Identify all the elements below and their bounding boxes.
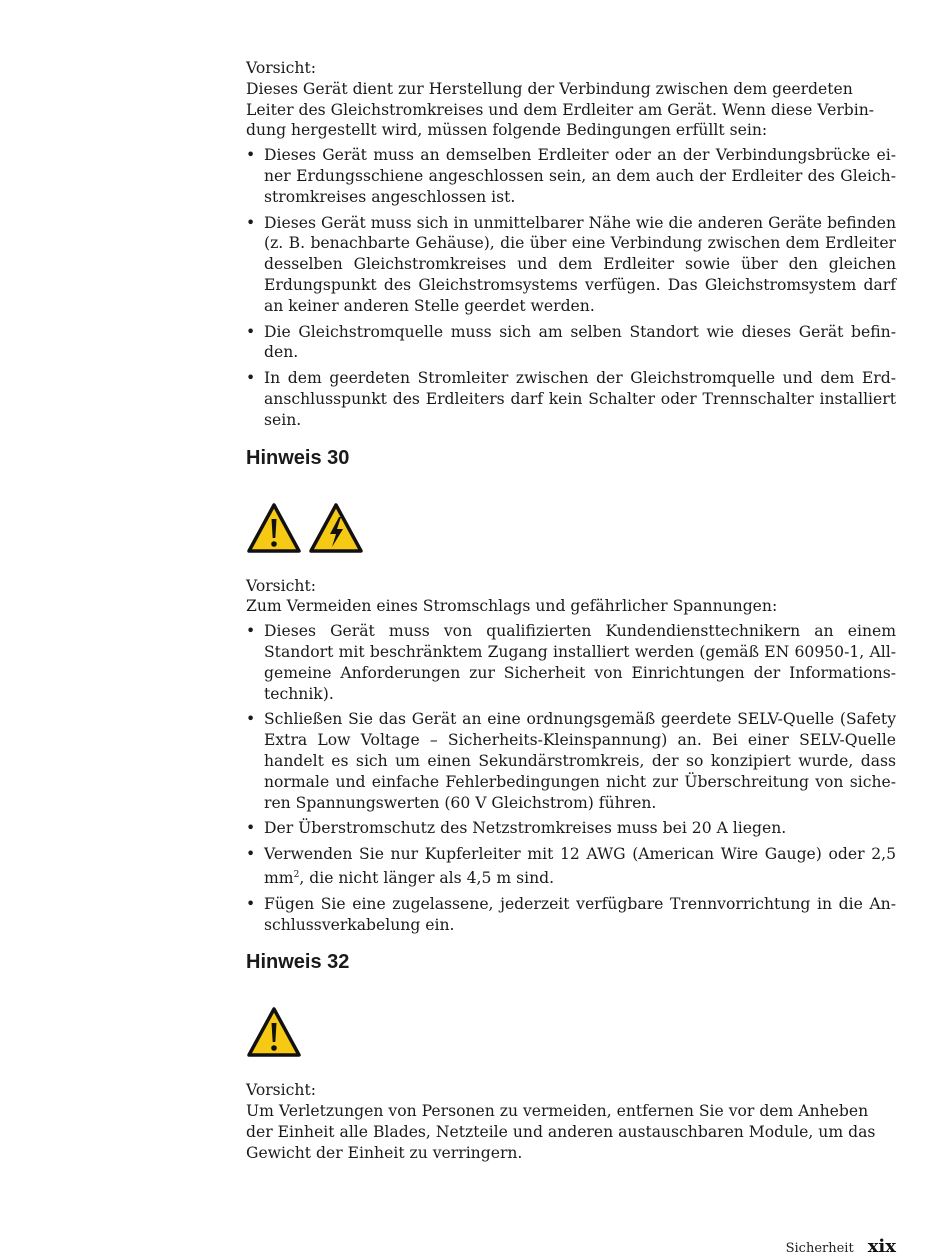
list-item-text: Verwenden Sie nur Kupferleiter mit 12 AWG (American Wire Gauge) oder 2,5 mm: [264, 845, 896, 888]
electrical-hazard-icon: [308, 502, 364, 554]
footer-section-title: Sicherheit: [785, 1241, 854, 1256]
list-item: • Dieses Gerät muss sich in unmittelbarer Nähe wie die anderen Geräte befinden (z. B. benachbarte Gehäuse), die über eine Verbindung zwischen dem Erdleiter desselben Gleichstromkreises und dem Erdleiter sowie über den gleichen Erdungspunkt des Gleichstromsystems verfügen. Das Gleichstromsystem darf an keiner anderen Stelle geerdet werden.: [246, 213, 896, 317]
warning-triangle-icon: [246, 502, 302, 554]
page-number: xix: [867, 1236, 896, 1257]
hazard-icons-30: [246, 494, 896, 554]
caution-label: Vorsicht:: [246, 1081, 316, 1100]
superscript: 2: [293, 869, 300, 880]
caution-text: Um Verletzungen von Personen zu vermeiden, entfernen Sie vor dem Anheben der Einheit alle Blades, Netzteile und anderen austauschbaren Module, um das Gewicht der Einheit zu verringern.: [246, 1102, 876, 1162]
hazard-icons-32: [246, 998, 896, 1058]
section-heading-hinweis-30: Hinweis 30: [246, 446, 350, 469]
caution-intro: Dieses Gerät dient zur Herstellung der Verbindung zwischen dem geerdeten Leiter des Gleichstromkreises und dem Erdleiter am Gerät. Wenn diese Verbindung hergestellt wird, müssen folgende Bedingungen erfüllt sein:: [246, 79, 875, 140]
caution-block-30: [246, 576, 896, 936]
list-item: • Fügen Sie eine zugelassene, jederzeit verfügbare Trennvorrichtung in die Anschlussverkabelung ein.: [246, 894, 896, 936]
page-footer: [786, 1236, 896, 1257]
instruction-list: [246, 621, 896, 935]
caution-block-32: [246, 1080, 896, 1163]
list-item-text: , die nicht länger als 4,5 m sind.: [299, 869, 555, 888]
list-item: • Dieses Gerät muss an demselben Erdleiter oder an der Verbindungsbrücke einer Erdungsschiene angeschlossen sein, an dem auch der Erdleiter des Gleichstromkreises angeschlossen ist.: [246, 145, 896, 207]
condition-list: [246, 145, 896, 430]
list-item: • In dem geerdeten Stromleiter zwischen der Gleichstromquelle und dem Erdanschlusspunkt des Erdleiters darf kein Schalter oder Trennschalter installiert sein.: [246, 368, 896, 430]
list-item: • Schließen Sie das Gerät an eine ordnungsgemäß geerdete SELV-Quelle (Safety Extra Low Voltage – Sicherheits-Kleinspannung) an. Bei einer SELV-Quelle handelt es sich um einen Sekundärstromkreis, der so konzipiert wurde, dass normale und einfache Fehlerbedingungen nicht zur Überschreitung von sicheren Spannungswerten (60 V Gleichstrom) führen.: [246, 709, 896, 813]
document-page: [246, 58, 896, 1164]
caution-intro: Zum Vermeiden eines Stromschlags und gefährlicher Spannungen:: [246, 597, 778, 616]
caution-block-1: [246, 58, 896, 431]
warning-triangle-icon: [246, 1006, 302, 1058]
list-item: • Dieses Gerät muss von qualifizierten Kundendiensttechnikern an einem Standort mit beschränktem Zugang installiert werden (gemäß EN 60950-1, Allgemeine Anforderungen zur Sicherheit von Einrichtungen der Informationstechnik).: [246, 621, 896, 704]
list-item: • Die Gleichstromquelle muss sich am selben Standort wie dieses Gerät befinden.: [246, 322, 896, 364]
list-item: [246, 844, 896, 889]
section-heading-hinweis-32: Hinweis 32: [246, 951, 350, 974]
caution-label: Vorsicht:: [246, 59, 316, 77]
list-item: • Der Überstromschutz des Netzstromkreises muss bei 20 A liegen.: [246, 818, 896, 839]
caution-label: Vorsicht:: [246, 576, 316, 595]
